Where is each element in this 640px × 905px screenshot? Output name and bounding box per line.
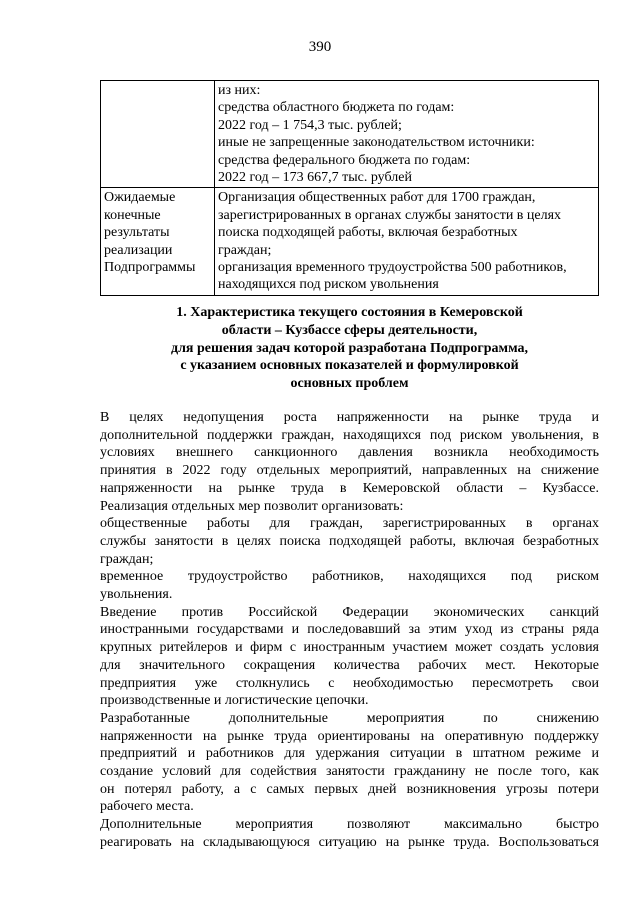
body-line: принятия в 2022 году отдельных мероприятий, направленных на снижение [100,463,599,479]
funding-line: 2022 год – 1 754,3 тыс. рублей; [218,117,402,133]
body-line: реагировать на складывающуюся ситуацию на рынке труда. Воспользоваться [100,834,599,850]
funding-line: 2022 год – 173 667,7 тыс. рублей [218,170,412,186]
body-line: Введение против Российской Федерации экономических санкций [100,604,599,620]
results-value-line: находящихся под риском увольнения [218,277,439,293]
body-line: создание условий для содействия занятости гражданину не после того, как [100,764,599,780]
body-line: производственные и логистические цепочки. [100,693,369,709]
table-cell-results-label [101,188,215,295]
table-cell-funding [215,81,599,188]
body-line: службы занятости в целях поиска подходящей работы, включая безработных [100,533,599,549]
heading-line: основных проблем [290,376,409,392]
funding-line: средства областного бюджета по годам: [218,100,455,116]
table-cell-results-value [215,188,599,295]
body-line: увольнения. [100,587,173,603]
body-line: иностранными государствами и последовавший за этим уход из страны ряда [100,622,599,638]
results-value-line: Организация общественных работ для 1700 граждан, [218,190,536,206]
body-line: В целях недопущения роста напряженности на рынке труда и [100,410,599,425]
table-row-funding [101,81,599,188]
results-value-line: зарегистрированных в органах службы занятости в целях [218,207,562,223]
results-label-line: конечные [104,207,161,223]
page-number: 390 [308,39,332,55]
body-line: рабочего места. [100,799,194,815]
body-line: Разработанные дополнительные мероприятия по снижению [100,710,599,726]
body-text [100,409,599,852]
body-line: предприятия уже столкнулись с необходимостью пересмотреть свои [100,675,599,691]
body-line: условиях внешнего санкционного давления возникла необходимость [100,445,599,461]
body-line: временное трудоустройство работников, находящихся под риском [100,569,599,585]
table-row-expected-results [101,188,599,295]
funding-line: иные не запрещенные законодательством источники: [218,135,535,151]
results-value-line: поиска подходящей работы, включая безработных [218,225,518,241]
heading-line: с указанием основных показателей и формулировкой [180,358,519,374]
heading-line: 1. Характеристика текущего состояния в Кемеровской [176,305,523,320]
results-label-line: результаты [104,225,170,241]
body-line: граждан; [100,551,154,567]
funding-line: средства федерального бюджета по годам: [218,152,471,168]
results-label-line: Подпрограммы [104,260,196,276]
subprogram-passport-table [100,80,599,296]
results-value-line: граждан; [218,242,272,258]
funding-line: из них: [218,83,261,98]
results-label-line: Ожидаемые [104,190,176,206]
results-label-line: реализации [104,242,173,258]
body-line: общественные работы для граждан, зарегистрированных в органах [100,516,599,532]
body-line: предприятий и работников для удержания ситуации в штатном режиме и [100,746,599,762]
heading-line: для решения задач которой разработана Подпрограмма, [170,340,529,356]
body-line: крупных ритейлеров и фирм с иностранным участием может создать условия [100,640,599,656]
body-line: Реализация отдельных мер позволит организовать: [100,498,404,514]
section-heading [100,304,599,393]
heading-line: области – Кузбассе сферы деятельности, [221,322,478,338]
table-cell-empty [101,81,215,188]
results-value-line: организация временного трудоустройства 500 работников, [218,260,567,276]
body-line: дополнительной поддержки граждан, находящихся под риском увольнения, в [100,427,599,443]
body-line: напряженности на рынке труда в Кемеровской области – Кузбассе. [100,480,599,496]
body-line: напряженности на рынке труда ориентированы на оперативную поддержку [100,728,599,744]
body-line: Дополнительные мероприятия позволяют максимально быстро [100,817,599,833]
body-line: для значительного сокращения количества рабочих мест. Некоторые [100,657,599,673]
body-line: он потерял работу, а с самых первых дней возникновения угрозы потери [100,781,599,797]
